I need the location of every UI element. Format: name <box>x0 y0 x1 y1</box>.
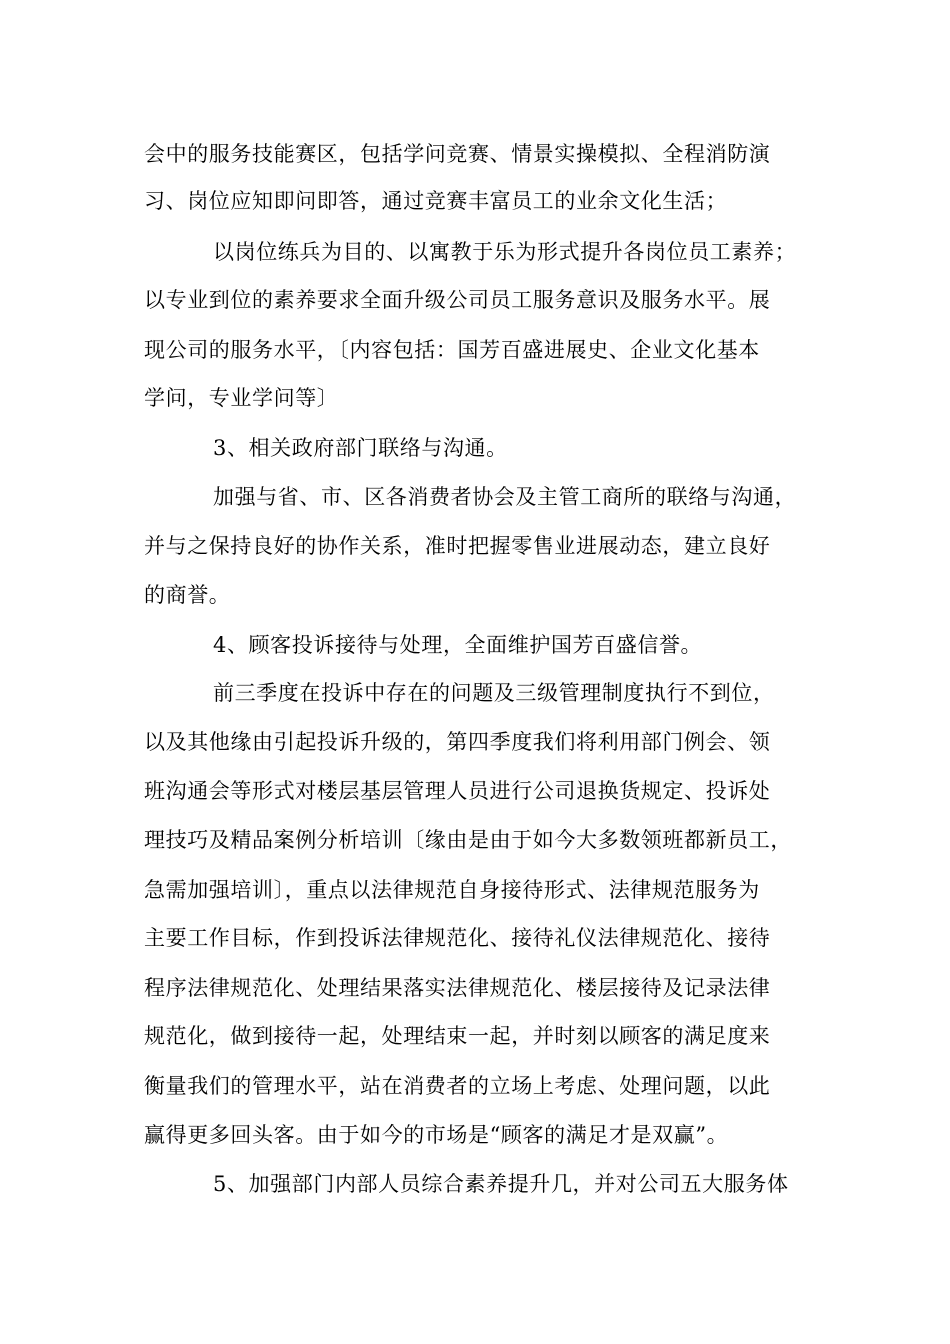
text-line-1: 会中的服务技能赛区，包括学问竞赛、情景实操模拟、全程消防演 <box>144 142 771 166</box>
text-line-17: 主要工作目标，作到投诉法律规范化、接待礼仪法律规范化、接待 <box>144 926 771 950</box>
text-line-10: 的商誉。 <box>144 583 231 607</box>
text-line-7: 3、相关政府部门联络与沟通。 <box>213 436 508 460</box>
text-line-16: 急需加强培训〕，重点以法律规范自身接待形式、法律规范服务为 <box>144 878 760 902</box>
text-line-9: 并与之保持良好的协作关系，准时把握零售业进展动态，建立良好 <box>144 534 771 558</box>
text-line-2: 习、岗位应知即问即答，通过竞赛丰富员工的业余文化生活； <box>144 189 728 213</box>
text-line-8: 加强与省、市、区各消费者协会及主管工商所的联络与沟通， <box>213 485 797 509</box>
text-line-19: 规范化，做到接待一起，处理结束一起，并时刻以顾客的满足度来 <box>144 1024 771 1048</box>
text-line-4: 以专业到位的素养要求全面升级公司员工服务意识及服务水平。展 <box>144 288 771 312</box>
text-line-21: 赢得更多回头客。由于如今的市场是“顾客的满足才是双赢”。 <box>144 1123 729 1147</box>
text-line-11: 4、顾客投诉接待与处理，全面维护国芳百盛信誉。 <box>213 633 703 657</box>
text-line-6: 学问，专业学问等〕 <box>144 386 339 410</box>
text-line-22: 5、加强部门内部人员综合素养提升几，并对公司五大服务体 <box>213 1172 789 1196</box>
text-line-13: 以及其他缘由引起投诉升级的，第四季度我们将利用部门例会、领 <box>144 730 771 754</box>
text-line-20: 衡量我们的管理水平，站在消费者的立场上考虑、处理问题，以此 <box>144 1074 771 1098</box>
text-line-5: 现公司的服务水平，〔内容包括：国芳百盛进展史、企业文化基本 <box>144 338 760 362</box>
text-line-15: 理技巧及精品案例分析培训〔缘由是由于如今大多数领班都新员工， <box>144 828 792 852</box>
text-line-18: 程序法律规范化、处理结果落实法律规范化、楼层接待及记录法律 <box>144 976 771 1000</box>
text-line-3: 以岗位练兵为目的、以寓教于乐为形式提升各岗位员工素养； <box>213 240 797 264</box>
text-line-12: 前三季度在投诉中存在的问题及三级管理制度执行不到位， <box>213 681 775 705</box>
text-line-14: 班沟通会等形式对楼层基层管理人员进行公司退换货规定、投诉处 <box>144 779 771 803</box>
